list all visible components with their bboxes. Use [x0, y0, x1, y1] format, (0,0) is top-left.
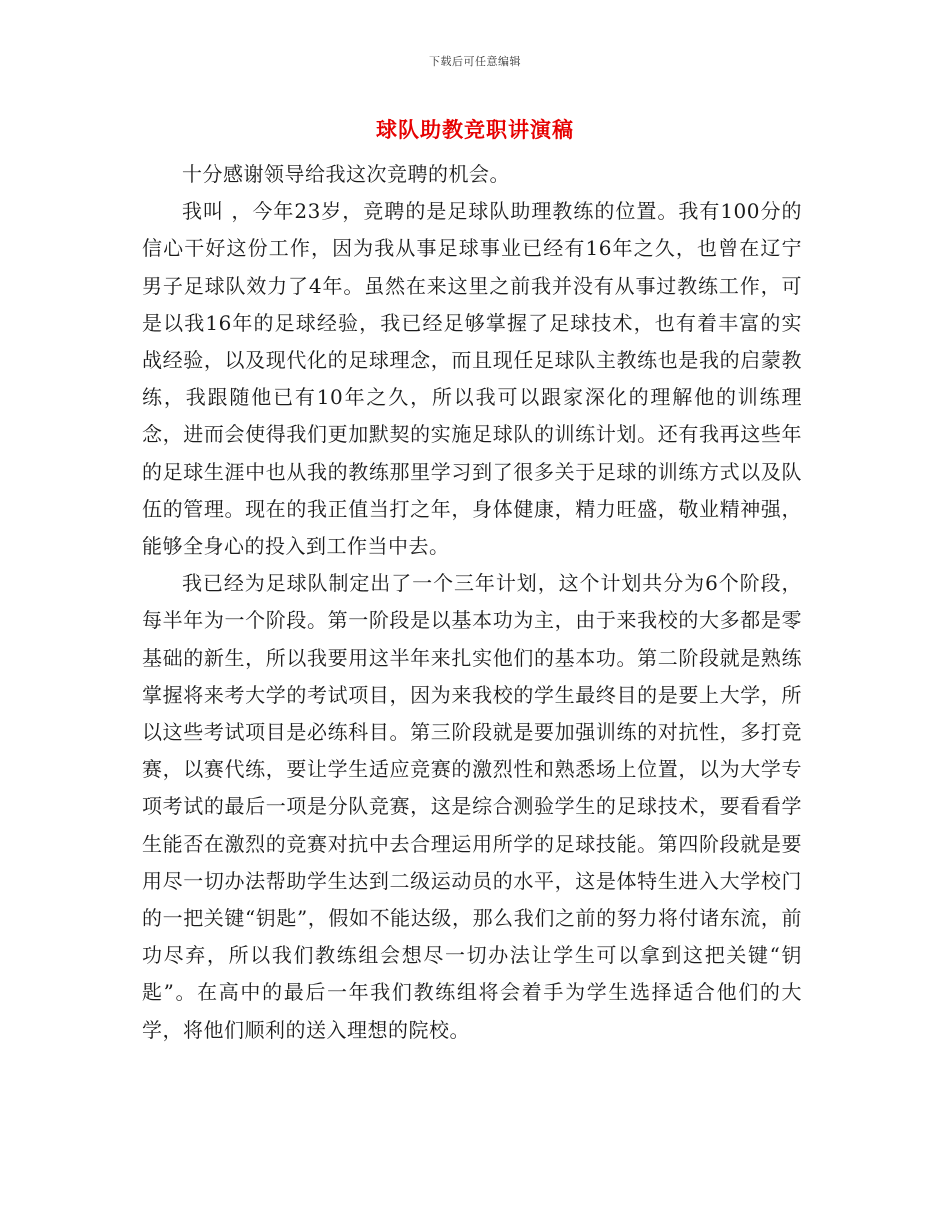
page-header-note: 下载后可任意编辑 [429, 55, 521, 68]
document-title: 球队助教竞职讲演稿 [376, 117, 574, 142]
paragraph-three-year-plan: 我已经为足球队制定出了一个三年计划，这个计划共分为6个阶段，每半年为一个阶段。第一阶段是以基本功为主，由于来我校的大多都是零基础的新生，所以我要用这半年来扎实他们的基本功。第二阶段就是熟练掌握将来考大学的考试项目，因为来我校的学生最终目的是要上大学，所以这些考试项目是必练科目。第三阶段就是要加强训练的对抗性，多打竞赛，以赛代练，要让学生适应竞赛的激烈性和熟悉场上位置，以为大学专项考试的最后一项是分队竞赛，这是综合测验学生的足球技术，要看看学生能否在激烈的竞赛对抗中去合理运用所学的足球技能。第四阶段就是要用尽一切办法帮助学生达到二级运动员的水平，这是体特生进入大学校门的一把关键“钥匙”，假如不能达级，那么我们之前的努力将付诸东流，前功尽弃，所以我们教练组会想尽一切办法让学生可以拿到这把关键“钥匙”。在高中的最后一年我们教练组将会着手为学生选择适合他们的大学，将他们顺利的送入理想的院校。 [142, 571, 802, 1042]
paragraph-opening: 十分感谢领导给我这次竞聘的机会。 [182, 162, 510, 186]
paragraph-introduction: 我叫 ，今年23岁，竞聘的是足球队助理教练的位置。我有100分的信心干好这份工作，因为我从事足球事业已经有16年之久，也曾在辽宁男子足球队效力了4年。虽然在来这里之前我并没有从事过教练工作，可是以我16年的足球经验，我已经足够掌握了足球技术，也有着丰富的实战经验，以及现代化的足球理念，而且现任足球队主教练也是我的启蒙教练，我跟随他已有10年之久，所以我可以跟家深化的理解他的训练理念，进而会使得我们更加默契的实施足球队的训练计划。还有我再这些年的足球生涯中也从我的教练那里学习到了很多关于足球的训练方式以及队伍的管理。现在的我正值当打之年，身体健康，精力旺盛，敬业精神强，能够全身心的投入到工作当中去。 [142, 199, 802, 559]
document-body [142, 156, 802, 1049]
